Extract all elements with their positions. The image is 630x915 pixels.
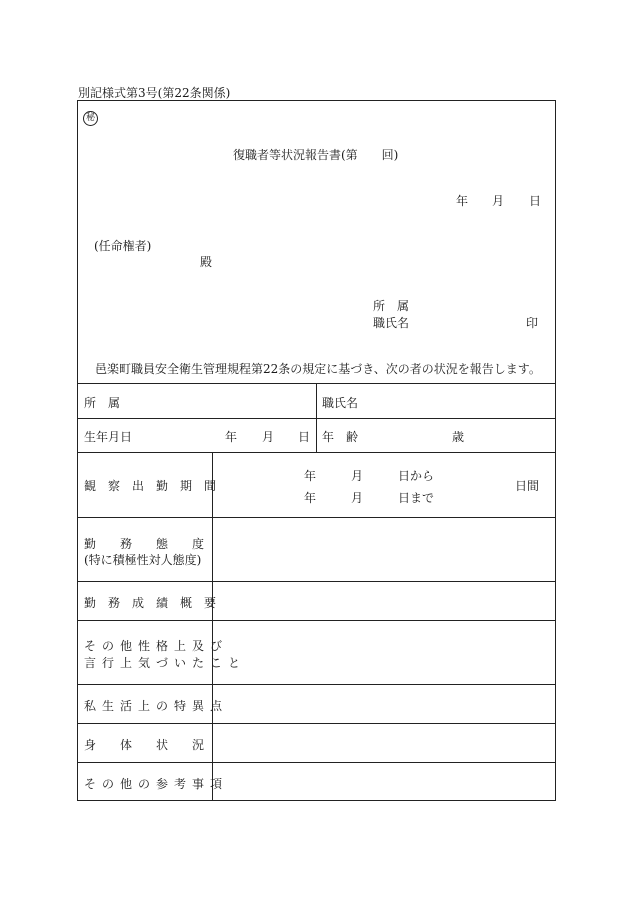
- table-line: [77, 452, 556, 453]
- table-line: [77, 517, 556, 518]
- character-label: そ の 他 性 格 上 及 び: [84, 639, 223, 653]
- age-label: 年 齢: [322, 430, 359, 444]
- days-unit: 日間: [515, 479, 540, 493]
- table-line: [77, 684, 556, 685]
- reporter-affiliation-label: 所 属: [373, 299, 410, 313]
- appointer-label: (任命権者): [94, 239, 152, 253]
- private-life-label: 私 生 活 上 の 特 異 点: [84, 699, 223, 713]
- table-line: [77, 581, 556, 582]
- affiliation-label: 所 属: [84, 396, 121, 410]
- attitude-label: 勤 務 態 度: [84, 537, 205, 551]
- from-day: 日から: [398, 469, 435, 483]
- physical-condition-label: 身 体 状 況: [84, 738, 205, 752]
- birth-year: 年: [225, 430, 238, 444]
- form-caption: 別記様式第3号(第22条関係): [78, 86, 231, 100]
- table-line: [212, 452, 213, 801]
- birth-month: 月: [262, 430, 275, 444]
- conduct-label: 言 行 上 気 づ い た こ と: [84, 656, 241, 670]
- from-month: 月: [351, 469, 364, 483]
- table-line: [77, 723, 556, 724]
- performance-label: 勤 務 成 績 概 要: [84, 596, 217, 610]
- secret-stamp: 秘: [83, 111, 98, 126]
- table-line: [77, 762, 556, 763]
- reporter-name-label: 職氏名: [373, 316, 410, 330]
- birthdate-label: 生年月日: [84, 430, 133, 444]
- date-month: 月: [492, 194, 505, 208]
- document-title: 復職者等状況報告書(第 回): [233, 148, 399, 162]
- seal-label: 印: [526, 316, 539, 330]
- date-year: 年: [456, 194, 469, 208]
- honorific-dono: 殿: [200, 255, 213, 269]
- table-line: [316, 383, 317, 452]
- report-statement: 邑楽町職員安全衛生管理規程第22条の規定に基づき、次の者の状況を報告します。: [95, 362, 541, 376]
- date-day: 日: [529, 194, 542, 208]
- age-unit: 歳: [452, 430, 465, 444]
- to-month: 月: [351, 491, 364, 505]
- staff-name-label: 職氏名: [322, 396, 359, 410]
- birth-day: 日: [298, 430, 311, 444]
- other-notes-label: そ の 他 の 参 考 事 項: [84, 777, 223, 791]
- table-line: [77, 620, 556, 621]
- from-year: 年: [304, 469, 317, 483]
- observation-period-label: 観 察 出 勤 期 間: [84, 479, 217, 493]
- to-day: 日まで: [398, 491, 435, 505]
- attitude-sub-label: (特に積極性対人態度): [84, 553, 202, 567]
- to-year: 年: [304, 491, 317, 505]
